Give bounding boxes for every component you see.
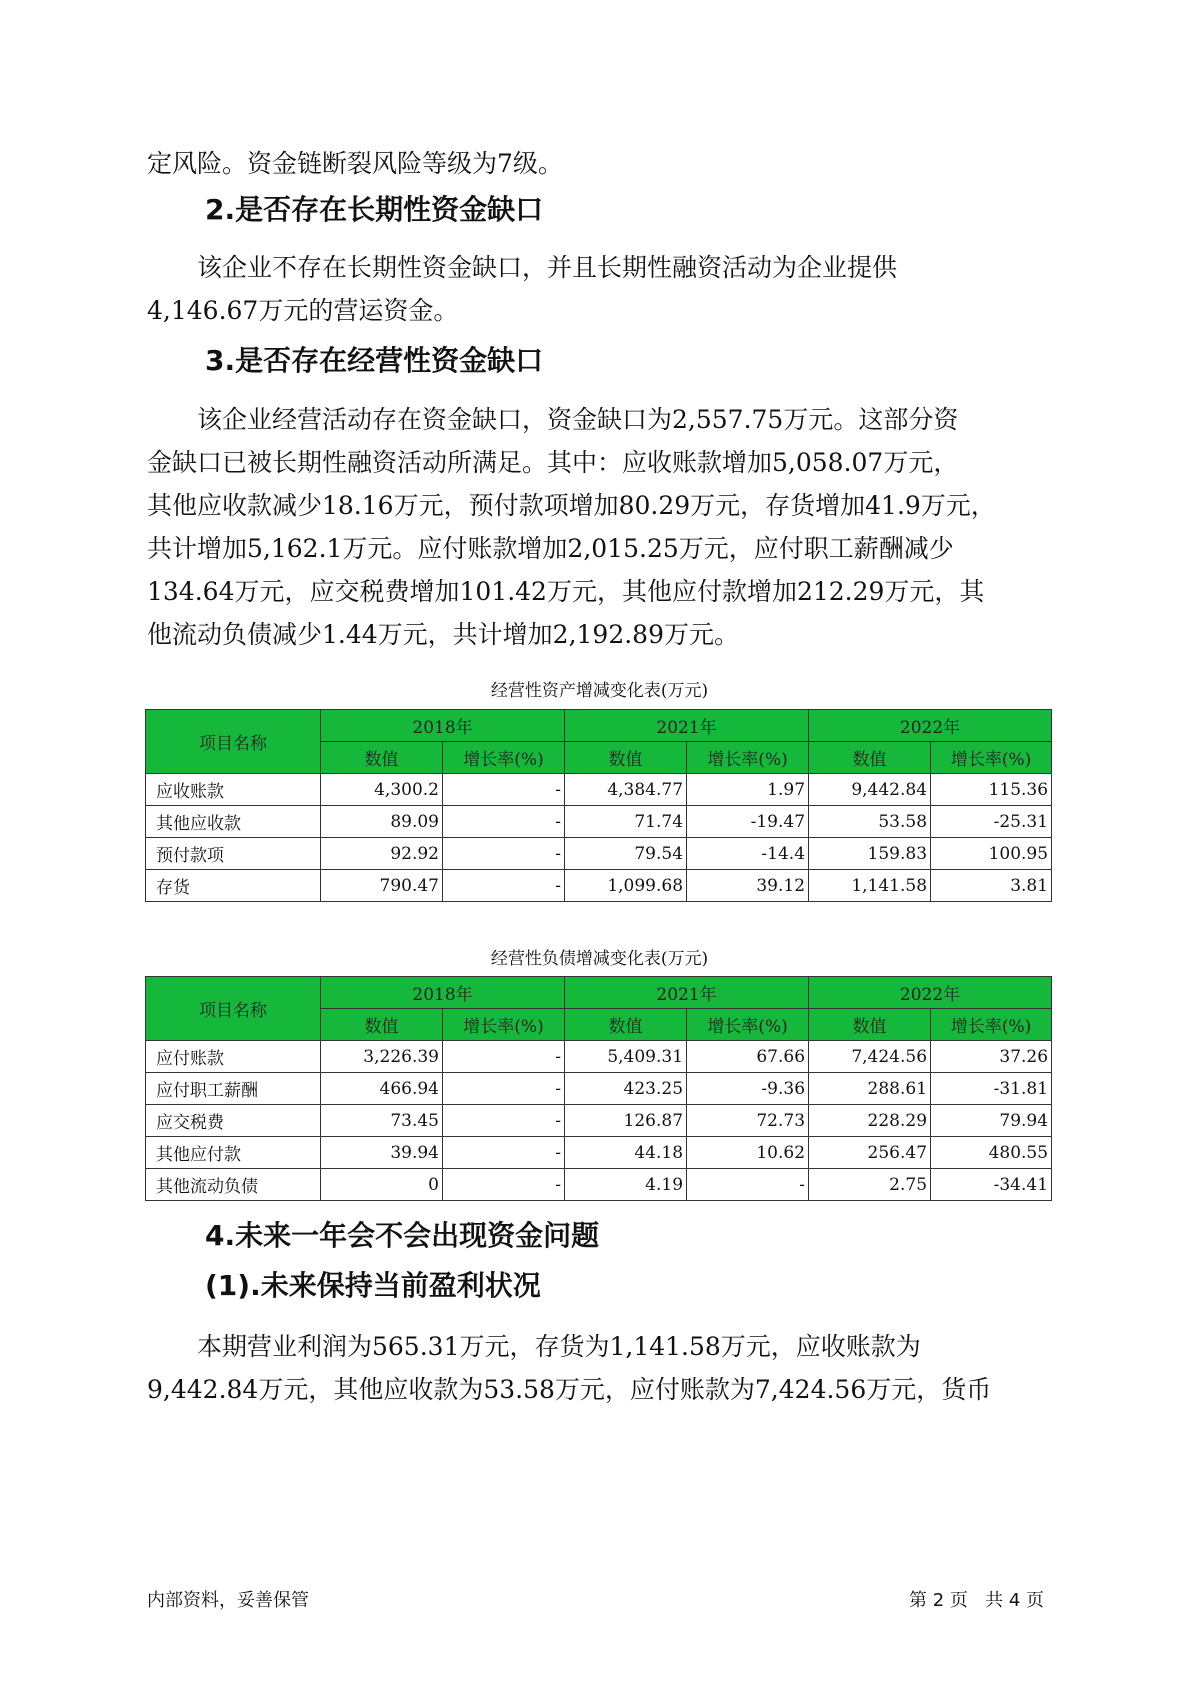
- liabilities-table-caption: 经营性负债增减变化表(万元): [490, 949, 709, 969]
- section4-line-1: 本期营业利润为565.31万元，存货为1,141.58万元，应收账款为: [197, 1332, 921, 1361]
- section4-text: [147, 1325, 1047, 1411]
- growth-subheader: 增长率(%): [687, 1009, 809, 1041]
- growth-subheader: 增长率(%): [931, 742, 1052, 774]
- table-cell: 39.94: [321, 1137, 443, 1169]
- table-cell: 67.66: [687, 1041, 809, 1073]
- table-cell: 256.47: [809, 1137, 931, 1169]
- section2-line-2: 4,146.67万元的营运资金。: [147, 296, 459, 325]
- table-cell: 7,424.56: [809, 1041, 931, 1073]
- table-cell: 1,099.68: [565, 870, 687, 902]
- table-cell: 存货: [146, 870, 321, 902]
- table-cell: 其他流动负债: [146, 1169, 321, 1201]
- year-header: 2018年: [321, 710, 565, 742]
- section3-text: [147, 398, 1047, 656]
- table-cell: -: [443, 838, 565, 870]
- value-subheader: 数值: [565, 1009, 687, 1041]
- table-cell: -: [687, 1169, 809, 1201]
- footer-left: 内部资料，妥善保管: [147, 1590, 309, 1611]
- table-cell: -: [443, 1073, 565, 1105]
- section3-line-4: 共计增加5,162.1万元。应付账款增加2,015.25万元，应付职工薪酬减少: [147, 534, 954, 563]
- table-row: [146, 774, 1052, 806]
- section3-line-3: 其他应收款减少18.16万元，预付款项增加80.29万元，存货增加41.9万元，: [147, 491, 996, 520]
- growth-subheader: 增长率(%): [687, 742, 809, 774]
- assets-table-caption: 经营性资产增减变化表(万元): [490, 681, 709, 701]
- table-cell: 应付账款: [146, 1041, 321, 1073]
- table-cell: 53.58: [809, 806, 931, 838]
- value-subheader: 数值: [809, 742, 931, 774]
- table-cell: 应交税费: [146, 1105, 321, 1137]
- table-cell: -: [443, 1137, 565, 1169]
- table-cell: 89.09: [321, 806, 443, 838]
- table-cell: 10.62: [687, 1137, 809, 1169]
- page-number: 第 2 页 共 4 页: [909, 1590, 1044, 1611]
- table-cell: 4,300.2: [321, 774, 443, 806]
- table-row: [146, 1169, 1052, 1201]
- table-row: [146, 1137, 1052, 1169]
- year-header: 2022年: [809, 977, 1052, 1009]
- table-cell: 其他应收款: [146, 806, 321, 838]
- table-cell: 9,442.84: [809, 774, 931, 806]
- table-cell: -25.31: [931, 806, 1052, 838]
- table-cell: 228.29: [809, 1105, 931, 1137]
- table-cell: 126.87: [565, 1105, 687, 1137]
- table-cell: 预付款项: [146, 838, 321, 870]
- table-cell: 92.92: [321, 838, 443, 870]
- assets-table: [145, 709, 1052, 902]
- col-item-header: 项目名称: [146, 710, 321, 774]
- table-cell: 466.94: [321, 1073, 443, 1105]
- table-cell: -34.41: [931, 1169, 1052, 1201]
- table-cell: -: [443, 806, 565, 838]
- top-paragraph: 定风险。资金链断裂风险等级为7级。: [147, 149, 563, 178]
- table-cell: 423.25: [565, 1073, 687, 1105]
- table-cell: 480.55: [931, 1137, 1052, 1169]
- table-cell: 3,226.39: [321, 1041, 443, 1073]
- table-cell: 73.45: [321, 1105, 443, 1137]
- table-cell: 5,409.31: [565, 1041, 687, 1073]
- table-cell: 288.61: [809, 1073, 931, 1105]
- table-cell: 159.83: [809, 838, 931, 870]
- value-subheader: 数值: [321, 1009, 443, 1041]
- growth-subheader: 增长率(%): [443, 742, 565, 774]
- year-header: 2021年: [565, 977, 809, 1009]
- table-cell: 4,384.77: [565, 774, 687, 806]
- table-cell: 44.18: [565, 1137, 687, 1169]
- table-cell: -9.36: [687, 1073, 809, 1105]
- section2-heading: 2.是否存在长期性资金缺口: [205, 193, 544, 226]
- table-cell: -14.4: [687, 838, 809, 870]
- table-cell: 0: [321, 1169, 443, 1201]
- table-cell: -19.47: [687, 806, 809, 838]
- table-cell: 应收账款: [146, 774, 321, 806]
- table-cell: 2.75: [809, 1169, 931, 1201]
- value-subheader: 数值: [809, 1009, 931, 1041]
- table-row: [146, 1073, 1052, 1105]
- section2-text: [147, 246, 1047, 332]
- year-header: 2022年: [809, 710, 1052, 742]
- table-cell: 39.12: [687, 870, 809, 902]
- table-cell: -: [443, 1105, 565, 1137]
- table-cell: 其他应付款: [146, 1137, 321, 1169]
- table-cell: 790.47: [321, 870, 443, 902]
- table-row: [146, 838, 1052, 870]
- table-row: [146, 806, 1052, 838]
- table-cell: -: [443, 774, 565, 806]
- section3-heading: 3.是否存在经营性资金缺口: [205, 344, 544, 377]
- liabilities-table: [145, 976, 1052, 1201]
- col-item-header: 项目名称: [146, 977, 321, 1041]
- year-header: 2018年: [321, 977, 565, 1009]
- table-cell: 115.36: [931, 774, 1052, 806]
- table-cell: 72.73: [687, 1105, 809, 1137]
- table-cell: 1,141.58: [809, 870, 931, 902]
- table-cell: 37.26: [931, 1041, 1052, 1073]
- year-header: 2021年: [565, 710, 809, 742]
- growth-subheader: 增长率(%): [443, 1009, 565, 1041]
- table-cell: -31.81: [931, 1073, 1052, 1105]
- section4-line-2: 9,442.84万元，其他应收款为53.58万元，应付账款为7,424.56万元，货币: [147, 1375, 992, 1404]
- table-cell: -: [443, 870, 565, 902]
- value-subheader: 数值: [565, 742, 687, 774]
- table-row: [146, 1105, 1052, 1137]
- growth-subheader: 增长率(%): [931, 1009, 1052, 1041]
- table-row: [146, 1041, 1052, 1073]
- section3-line-2: 金缺口已被长期性融资活动所满足。其中：应收账款增加5,058.07万元，: [147, 448, 959, 477]
- table-cell: -: [443, 1169, 565, 1201]
- table-cell: 79.94: [931, 1105, 1052, 1137]
- table-cell: 应付职工薪酬: [146, 1073, 321, 1105]
- section4-subheading: (1).未来保持当前盈利状况: [205, 1269, 541, 1302]
- table-cell: 71.74: [565, 806, 687, 838]
- section3-line-1: 该企业经营活动存在资金缺口，资金缺口为2,557.75万元。这部分资: [197, 405, 959, 434]
- table-cell: 4.19: [565, 1169, 687, 1201]
- table-cell: 1.97: [687, 774, 809, 806]
- table-cell: -: [443, 1041, 565, 1073]
- section3-line-6: 他流动负债减少1.44万元，共计增加2,192.89万元。: [147, 620, 739, 649]
- value-subheader: 数值: [321, 742, 443, 774]
- table-cell: 79.54: [565, 838, 687, 870]
- section4-heading: 4.未来一年会不会出现资金问题: [205, 1219, 600, 1252]
- section3-line-5: 134.64万元，应交税费增加101.42万元，其他应付款增加212.29万元，其: [147, 577, 985, 606]
- table-cell: 100.95: [931, 838, 1052, 870]
- table-cell: 3.81: [931, 870, 1052, 902]
- section2-line-1: 该企业不存在长期性资金缺口，并且长期性融资活动为企业提供: [197, 253, 898, 282]
- table-row: [146, 870, 1052, 902]
